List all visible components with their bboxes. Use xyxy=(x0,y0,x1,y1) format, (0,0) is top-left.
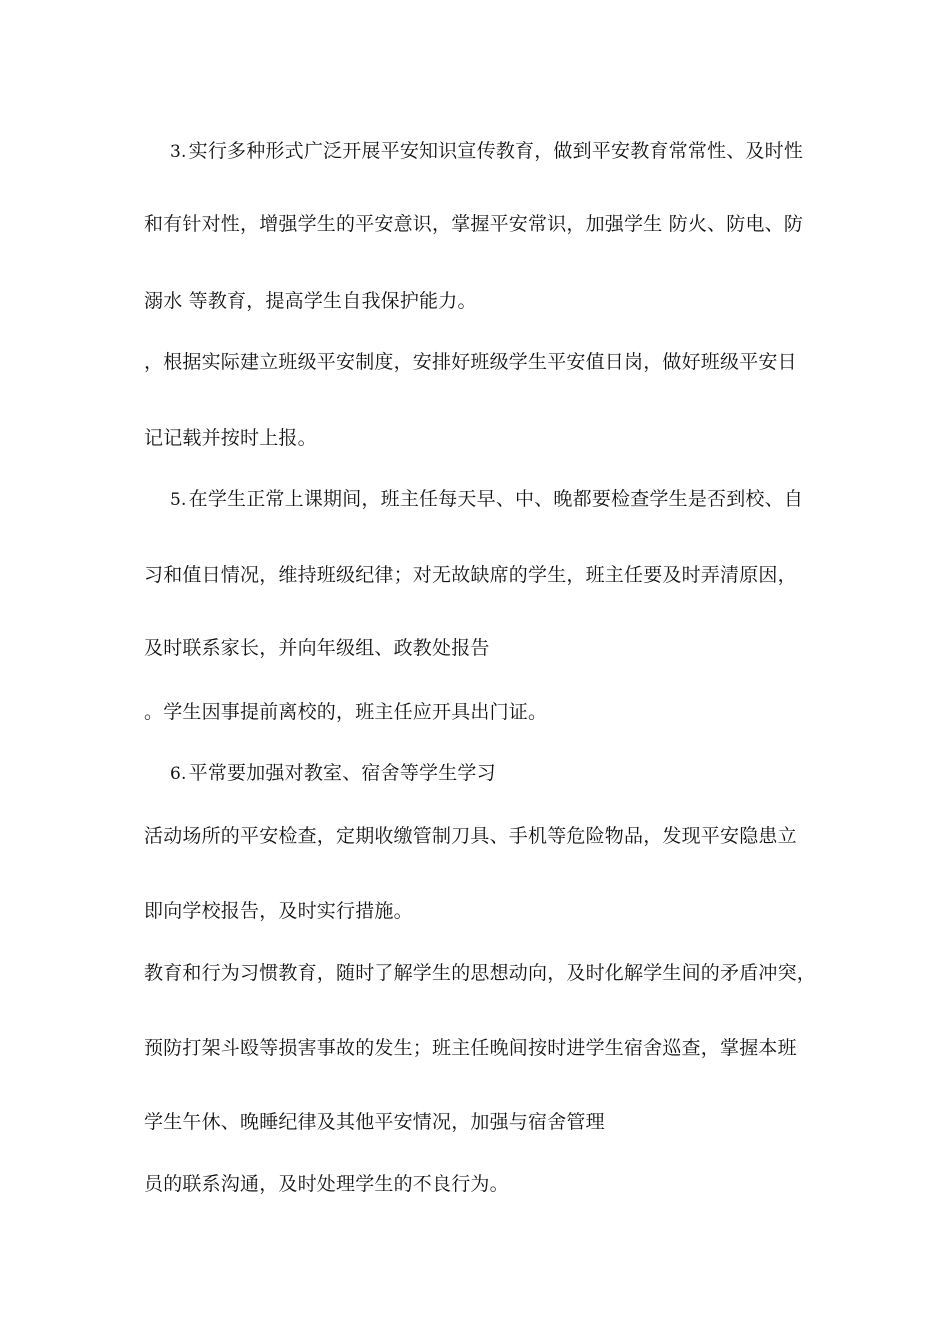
line-text: 和有针对性，增强学生的平安意识，掌握平安常识，加强学生 防火、防电、防 xyxy=(144,213,804,235)
line-text: 学生午休、晚睡纪律及其他平安情况，加强与宿舍管理 xyxy=(144,1111,605,1133)
line-text: 溺水 等教育，提高学生自我保护能力。 xyxy=(144,290,477,312)
line-text: 即向学校报告，及时实行措施。 xyxy=(144,900,413,922)
line-text: 实行多种形式广泛开展平安知识宣传教育，做到平安教育常常性、及时性 xyxy=(188,140,804,162)
line-text: 。学生因事提前离校的，班主任应开具出门证。 xyxy=(144,701,548,723)
paragraph-5-line-1 xyxy=(170,487,803,512)
item-number-6: 6. xyxy=(170,764,187,784)
paragraph-7-line-2 xyxy=(144,1036,797,1060)
paragraph-3-line-2 xyxy=(144,212,803,236)
line-text: 记记载并按时上报。 xyxy=(144,427,317,449)
paragraph-6-line-1 xyxy=(170,761,496,786)
line-text: 员的联系沟通，及时处理学生的不良行为。 xyxy=(144,1173,509,1195)
line-text: 活动场所的平安检查，定期收缴管制刀具、手机等危险物品，发现平安隐患立 xyxy=(144,825,797,847)
paragraph-6-line-2 xyxy=(144,824,797,848)
paragraph-5-line-2 xyxy=(144,563,797,587)
paragraph-7-line-1 xyxy=(144,961,816,985)
paragraph-6-line-3 xyxy=(144,899,413,923)
line-text: 在学生正常上课期间，班主任每天早、中、晚都要检查学生是否到校、自 xyxy=(188,488,804,510)
line-text: 习和值日情况，维持班级纪律；对无故缺席的学生，班主任要及时弄清原因， xyxy=(144,564,797,586)
line-text: ，根据实际建立班级平安制度，安排好班级学生平安值日岗，做好班级平安日 xyxy=(144,351,797,373)
paragraph-3-line-3 xyxy=(144,289,477,313)
line-text: 平常要加强对教室、宿舍等学生学习 xyxy=(188,762,496,784)
line-text: 预防打架斗殴等损害事故的发生；班主任晚间按时进学生宿舍巡查，掌握本班 xyxy=(144,1037,797,1059)
paragraph-4-line-2 xyxy=(144,426,317,450)
paragraph-7-line-3 xyxy=(144,1110,605,1134)
paragraph-4-line-1 xyxy=(144,350,797,374)
line-text: 教育和行为习惯教育，随时了解学生的思想动向，及时化解学生间的矛盾冲突， xyxy=(144,962,817,984)
line-text: 及时联系家长，并向年级组、政教处报告 xyxy=(144,637,490,659)
paragraph-3-line-1 xyxy=(170,139,803,164)
paragraph-7-line-4 xyxy=(144,1172,509,1196)
paragraph-5-line-4 xyxy=(144,700,547,724)
item-number-5: 5. xyxy=(170,490,187,510)
item-number-3: 3. xyxy=(170,142,187,162)
paragraph-5-line-3 xyxy=(144,636,490,660)
